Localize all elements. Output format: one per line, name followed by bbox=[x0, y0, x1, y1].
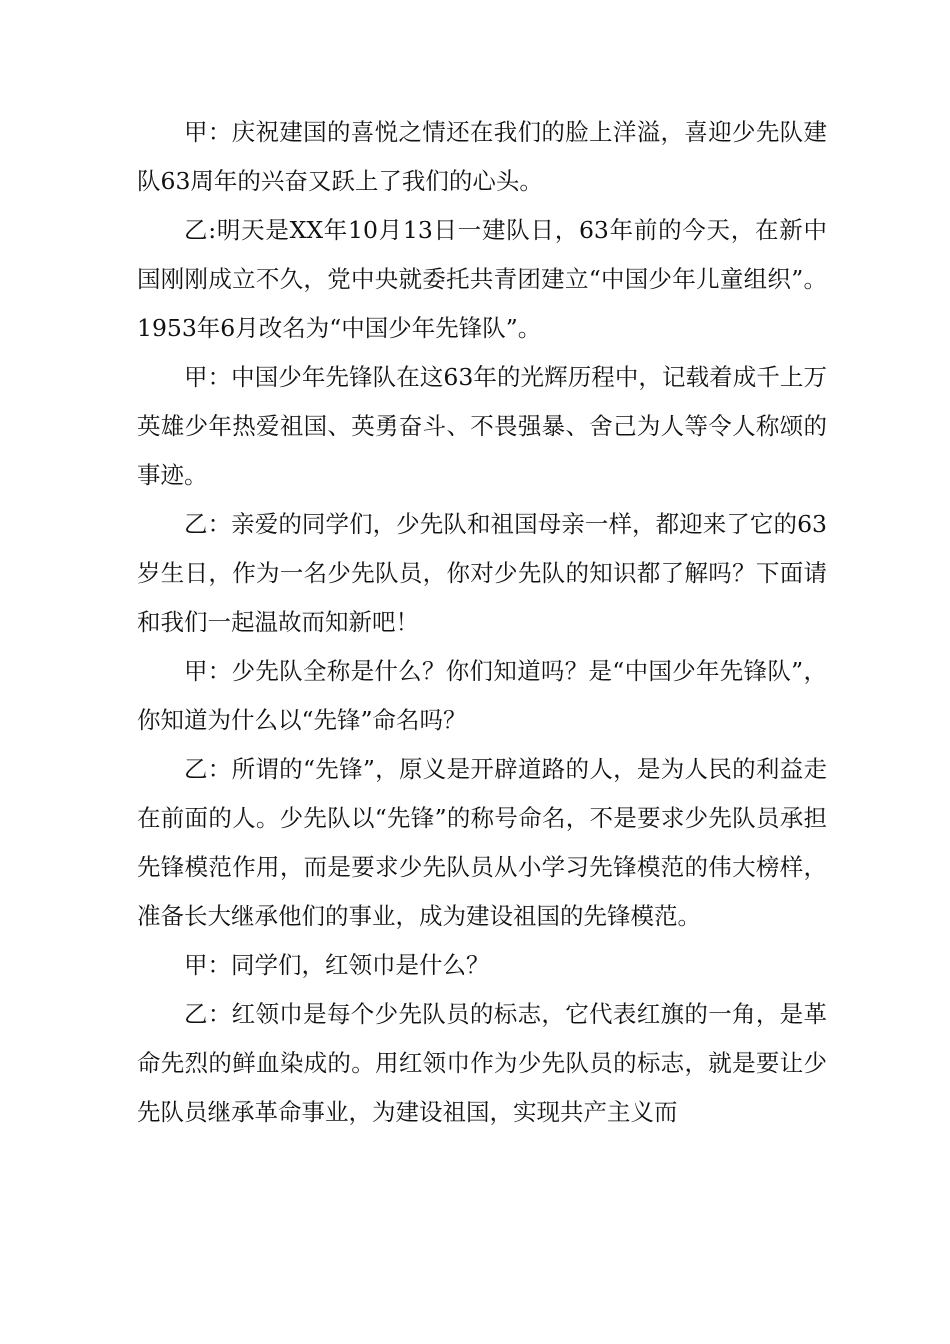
paragraph-4: 乙：亲爱的同学们，少先队和祖国母亲一样，都迎来了它的63岁生日，作为一名少先队员，你对少先队的知识都了解吗？下面请和我们一起温故而知新吧！ bbox=[137, 510, 827, 636]
paragraph-8: 乙：红领巾是每个少先队员的标志，它代表红旗的一角，是革命先烈的鲜血染成的。用红领巾作为少先队员的标志，就是要让少先队员继承革命事业，为建设祖国，实现共产主义而 bbox=[137, 1000, 827, 1126]
paragraph-7: 甲：同学们，红领巾是什么？ bbox=[184, 951, 490, 979]
paragraph-6: 乙：所谓的“先锋”，原义是开辟道路的人，是为人民的利益走在前面的人。少先队以“先锋”的称号命名，不是要求少先队员承担先锋模范作用，而是要求少先队员从小学习先锋模范的伟大榜样，准备长大继承他们的事业，成为建设祖国的先锋模范。 bbox=[137, 755, 827, 930]
paragraph-5: 甲：少先队全称是什么？你们知道吗？是“中国少年先锋队”，你知道为什么以“先锋”命名吗？ bbox=[137, 657, 827, 734]
paragraph-2: 乙:明天是XX年10月13日一建队日，63年前的今天，在新中国刚刚成立不久，党中央就委托共青团建立“中国少年儿童组织”。1953年6月改名为“中国少年先锋队”。 bbox=[137, 216, 827, 342]
document-body bbox=[137, 108, 827, 1137]
paragraph-3: 甲：中国少年先锋队在这63年的光辉历程中，记载着成千上万英雄少年热爱祖国、英勇奋斗、不畏强暴、舍己为人等令人称颂的事迹。 bbox=[137, 363, 827, 489]
paragraph-1: 甲：庆祝建国的喜悦之情还在我们的脸上洋溢，喜迎少先队建队63周年的兴奋又跃上了我们的心头。 bbox=[137, 118, 827, 195]
